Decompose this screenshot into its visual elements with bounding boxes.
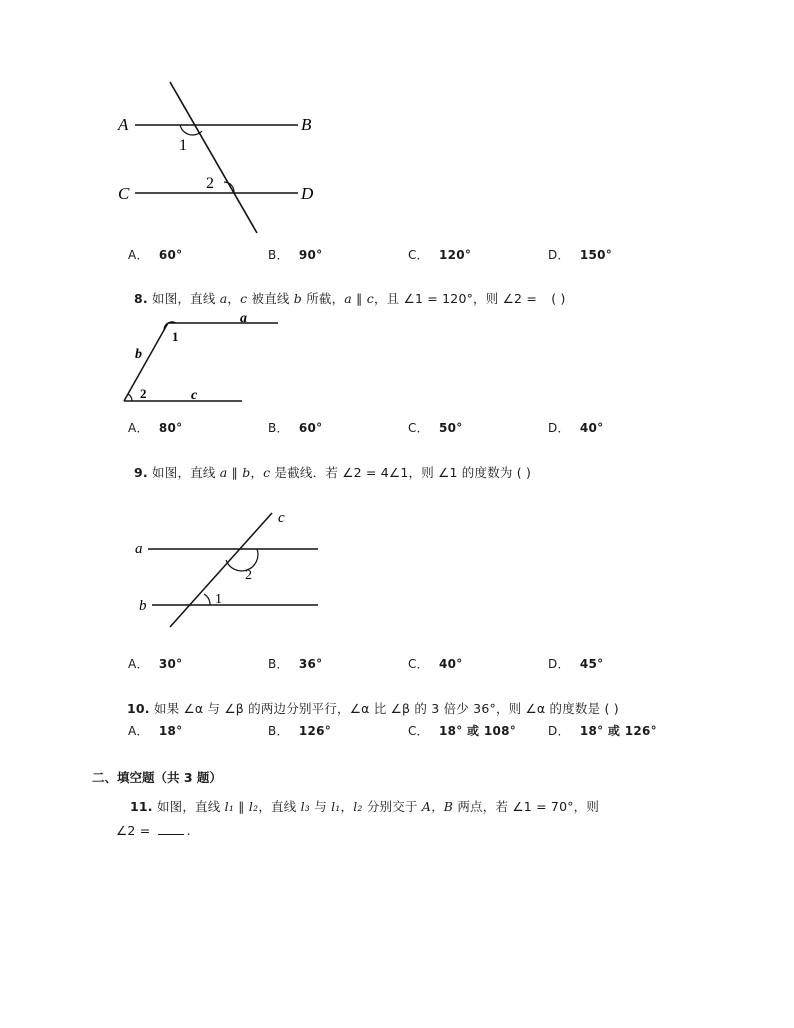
cond-c: c [366, 291, 374, 306]
q8-text-c: 所截， [306, 291, 345, 306]
option-label: B． [268, 248, 289, 262]
var-b: b [293, 291, 302, 306]
option-label: C． [408, 724, 429, 738]
q9-figure [130, 505, 330, 635]
q11-text-b: ，直线 [258, 799, 297, 814]
q11-text-a: 如图，直线 [156, 799, 221, 814]
q10-option-a[interactable] [128, 722, 182, 739]
option-label: A． [128, 724, 149, 738]
period: . [186, 823, 191, 838]
option-value: 60° [298, 421, 323, 435]
q9-option-b[interactable] [268, 655, 322, 672]
option-value: 40° [438, 657, 463, 671]
q9-text-b: 是截线．若 ∠2 = 4∠1，则 ∠1 的度数为 ( ) [274, 465, 532, 480]
option-value: 18° [158, 724, 183, 738]
option-value: 60° [158, 248, 183, 262]
var-a: a [219, 291, 228, 306]
answer-blank[interactable] [158, 824, 184, 835]
option-value: 120° [438, 248, 472, 262]
var-l1: l₁ [224, 799, 235, 814]
option-label: B． [268, 724, 289, 738]
angle2-arc [128, 394, 132, 401]
option-label: D． [548, 724, 570, 738]
option-label: D． [548, 657, 570, 671]
label-b: b [135, 347, 142, 362]
label-b: b [139, 598, 147, 614]
option-value: 18° 或 108° [438, 724, 517, 738]
question-number: 10. [127, 701, 150, 716]
label-c: c [278, 510, 285, 526]
option-value: 18° 或 126° [579, 724, 657, 738]
label-angle2: 2 [140, 386, 147, 401]
option-value: 36° [298, 657, 323, 671]
q7-option-d[interactable] [548, 246, 612, 263]
option-value: 50° [438, 421, 463, 435]
q10-option-d[interactable] [548, 722, 657, 739]
q8-figure [118, 314, 288, 406]
option-label: D． [548, 421, 570, 435]
option-label: A． [128, 657, 149, 671]
q8-option-a[interactable] [128, 419, 182, 436]
label-angle1: 1 [172, 329, 179, 344]
q9-option-d[interactable] [548, 655, 603, 672]
question-number: 8. [134, 291, 148, 306]
q10-text: 如果 ∠α 与 ∠β 的两边分别平行，∠α 比 ∠β 的 3 倍少 36°，则 ∠α 的度数是 ( ) [153, 701, 619, 716]
question-number: 9. [134, 465, 148, 480]
cond-a: a [344, 291, 352, 306]
option-label: D． [548, 248, 570, 262]
q7-option-b[interactable] [268, 246, 322, 263]
label-A: A [118, 115, 129, 134]
option-label: B． [268, 421, 289, 435]
option-label: C． [408, 421, 429, 435]
q11-text-c: 与 [314, 799, 327, 814]
q8-text-b: 被直线 [251, 291, 290, 306]
q11-text-e: 两点，若 ∠1 = 70°，则 [457, 799, 600, 814]
option-label: C． [408, 657, 429, 671]
label-angle1: 1 [215, 592, 222, 607]
label-c: c [191, 388, 198, 403]
angle1-arc [204, 594, 210, 605]
option-value: 80° [158, 421, 183, 435]
var-a: a [219, 465, 228, 480]
q11-text-d: 分别交于 [366, 799, 418, 814]
label-a: a [240, 314, 247, 326]
option-label: A． [128, 248, 149, 262]
parallel-symbol: ∥ [231, 465, 239, 480]
q7-option-a[interactable] [128, 246, 182, 263]
option-value: 90° [298, 248, 323, 262]
label-D: D [301, 184, 314, 203]
option-label: B． [268, 657, 289, 671]
parallel-symbol: ∥ [238, 799, 245, 814]
q11-answer-line [116, 823, 191, 838]
q8-option-c[interactable] [408, 419, 463, 436]
q9-question [134, 463, 531, 481]
option-label: C． [408, 248, 429, 262]
line-c [170, 513, 272, 627]
label-angle2: 2 [206, 175, 214, 192]
var-c: c [240, 291, 248, 306]
var-b: b [242, 465, 251, 480]
q11-question [130, 797, 599, 815]
q8-question [134, 289, 566, 307]
q8-option-d[interactable] [548, 419, 603, 436]
option-label: A． [128, 421, 149, 435]
q8-option-b[interactable] [268, 419, 322, 436]
option-value: 30° [158, 657, 183, 671]
option-value: 126° [298, 724, 332, 738]
q9-option-c[interactable] [408, 655, 463, 672]
label-angle2: 2 [245, 568, 252, 583]
q10-option-c[interactable] [408, 722, 516, 739]
parallel-symbol: ∥ [356, 291, 363, 306]
answer-bracket[interactable]: ( ) [551, 291, 566, 306]
q7-figure [110, 78, 330, 238]
q7-option-c[interactable] [408, 246, 471, 263]
angle2-label: ∠2 = [116, 823, 151, 838]
q10-question [127, 699, 619, 717]
option-value: 40° [579, 421, 604, 435]
var-c: c [263, 465, 271, 480]
section-heading: 二、填空题（共 3 题） [92, 770, 222, 785]
question-number: 11. [130, 799, 153, 814]
var-l3: l₃ [300, 799, 311, 814]
transversal [170, 82, 257, 233]
points-ab: A，B [421, 799, 454, 814]
q9-text-a: 如图，直线 [152, 465, 216, 480]
option-value: 45° [579, 657, 604, 671]
var-l1b: l₁ [331, 799, 341, 814]
q8-text-a: 如图，直线 [152, 291, 216, 306]
q9-option-a[interactable] [128, 655, 182, 672]
var-l2: l₂ [248, 799, 259, 814]
label-B: B [301, 115, 312, 134]
label-a: a [135, 541, 143, 557]
label-angle1: 1 [179, 137, 187, 154]
q10-option-b[interactable] [268, 722, 331, 739]
comma: ， [227, 291, 241, 306]
q8-text-d: ，且 ∠1 = 120°，则 ∠2 = [373, 291, 538, 306]
option-value: 150° [579, 248, 613, 262]
var-l2b: l₂ [353, 799, 363, 814]
comma: ， [340, 799, 354, 814]
comma: ， [250, 465, 264, 480]
angle1-arc [180, 125, 202, 135]
label-C: C [118, 184, 130, 203]
